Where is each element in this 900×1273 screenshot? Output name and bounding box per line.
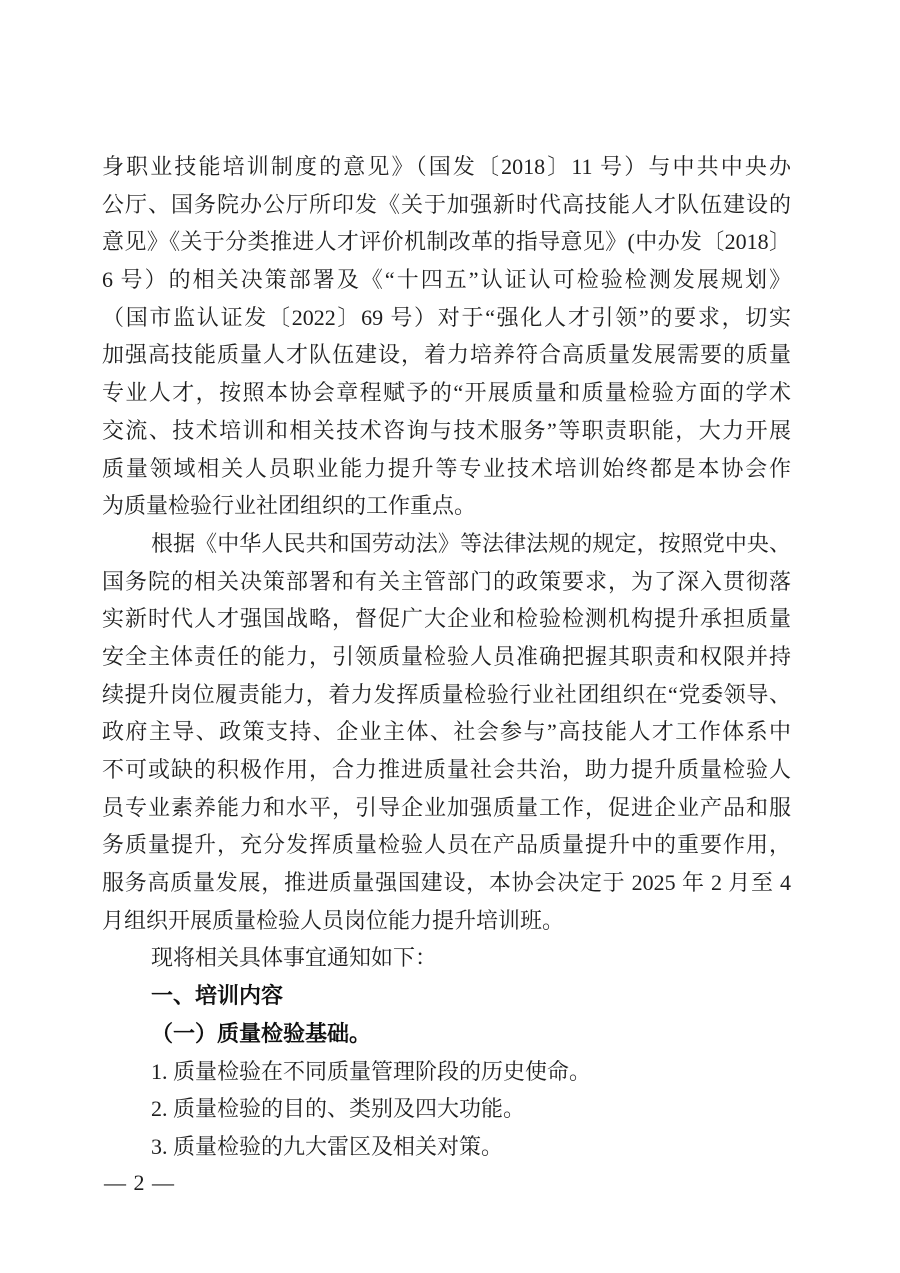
text-line: 身职业技能培训制度的意见》（国发〔2018〕11 号）与中共中央办: [102, 154, 791, 179]
text-line: （国市监认证发〔2022〕69 号）对于“强化人才引领”的要求，切实: [102, 304, 791, 330]
text-line: 为质量检验行业社团组织的工作重点。: [102, 493, 477, 519]
heading-line: （一）质量检验基础。: [151, 1020, 372, 1046]
text-line: 安全主体责任的能力，引领质量检验人员准确把握其职责和权限并持: [102, 643, 791, 669]
heading-line: 一、培训内容: [151, 983, 284, 1009]
text-line: 根据《中华人民共和国劳动法》等法律法规的规定，按照党中央、: [151, 530, 791, 556]
text-line: 续提升岗位履责能力，着力发挥质量检验行业社团组织在“党委领导、: [102, 681, 791, 707]
text-line: 意见》《关于分类推进人才评价机制改革的指导意见》(中办发〔2018〕: [102, 229, 791, 255]
text-line: 3. 质量检验的九大雷区及相关对策。: [151, 1133, 504, 1159]
text-line: 加强高技能质量人才队伍建设，着力培养符合高质量发展需要的质量: [102, 342, 791, 368]
text-line: 员专业素养能力和水平，引导企业加强质量工作，促进企业产品和服: [102, 794, 791, 820]
text-line: 6 号）的相关决策部署及《“十四五”认证认可检验检测发展规划》: [102, 267, 791, 293]
text-line: 1. 质量检验在不同质量管理阶段的历史使命。: [151, 1058, 592, 1084]
text-line: 专业人才，按照本协会章程赋予的“开展质量和质量检验方面的学术: [102, 380, 791, 406]
page-number: — 2 —: [104, 1170, 175, 1195]
text-line: 月组织开展质量检验人员岗位能力提升培训班。: [102, 907, 565, 933]
text-line: 服务高质量发展，推进质量强国建设，本协会决定于 2025 年 2 月至 4: [102, 870, 791, 896]
text-line: 务质量提升，充分发挥质量检验人员在产品质量提升中的重要作用，: [102, 832, 791, 858]
text-line: 不可或缺的积极作用，合力推进质量社会共治，助力提升质量检验人: [102, 757, 791, 782]
text-line: 政府主导、政策支持、企业主体、社会参与”高技能人才工作体系中: [102, 719, 791, 745]
text-line: 实新时代人才强国战略，督促广大企业和检验检测机构提升承担质量: [102, 606, 791, 632]
document-body: [102, 148, 791, 1166]
text-line: 国务院的相关决策部署和有关主管部门的政策要求，为了深入贯彻落: [102, 568, 791, 594]
text-line: 现将相关具体事宜通知如下：: [151, 945, 438, 971]
text-line: 公厅、国务院办公厅所印发《关于加强新时代高技能人才队伍建设的: [102, 191, 791, 217]
text-line: 交流、技术培训和相关技术咨询与技术服务”等职责职能，大力开展: [102, 417, 791, 443]
text-line: 2. 质量检验的目的、类别及四大功能。: [151, 1096, 526, 1122]
text-line: 质量领域相关人员职业能力提升等专业技术培训始终都是本协会作: [102, 455, 791, 481]
